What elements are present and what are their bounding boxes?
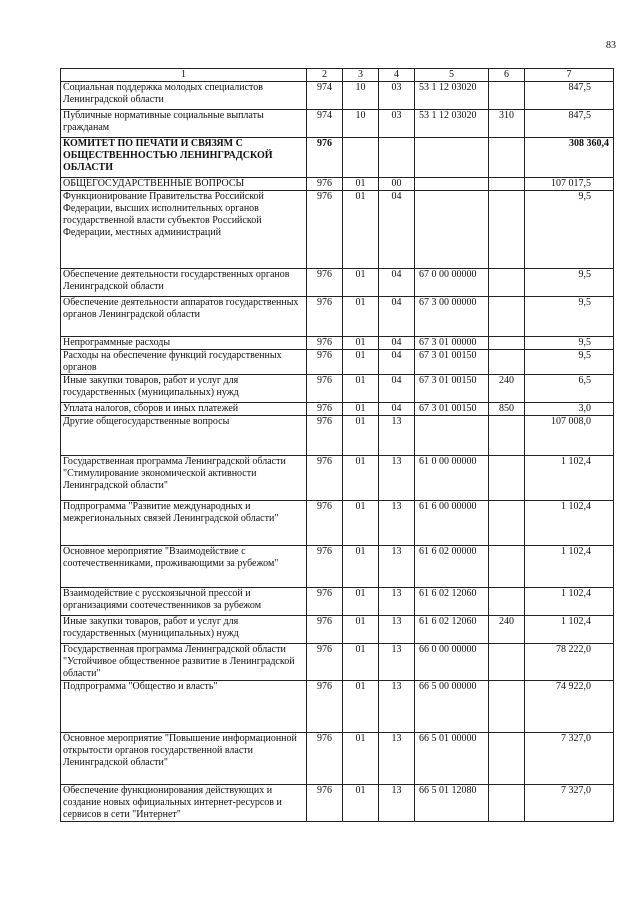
row-section-cell: 01 xyxy=(343,416,379,456)
row-type-cell xyxy=(489,337,525,350)
row-type-cell xyxy=(489,733,525,785)
row-target-cell: 67 3 00 00000 xyxy=(415,297,489,337)
row-target-cell: 61 6 00 00000 xyxy=(415,501,489,546)
table-row xyxy=(61,110,614,138)
row-target-cell: 66 5 01 12080 xyxy=(415,785,489,822)
column-header: 1 xyxy=(61,69,307,82)
table-row xyxy=(61,191,614,269)
row-section-cell: 10 xyxy=(343,82,379,110)
row-type-cell xyxy=(489,588,525,616)
row-section-cell: 01 xyxy=(343,733,379,785)
row-code-cell: 976 xyxy=(307,616,343,644)
table-row xyxy=(61,456,614,501)
row-subsection-cell: 13 xyxy=(379,546,415,588)
row-target-cell: 66 0 00 00000 xyxy=(415,644,489,681)
column-header: 6 xyxy=(489,69,525,82)
row-code-cell: 976 xyxy=(307,785,343,822)
row-section-cell: 10 xyxy=(343,110,379,138)
row-section-cell: 01 xyxy=(343,616,379,644)
table-row xyxy=(61,501,614,546)
table-row xyxy=(61,350,614,375)
row-subsection-cell: 04 xyxy=(379,403,415,416)
row-amount-cell: 6,5 xyxy=(525,375,614,403)
table-row xyxy=(61,644,614,681)
row-subsection-cell: 13 xyxy=(379,456,415,501)
row-target-cell xyxy=(415,178,489,191)
row-target-cell: 66 5 01 00000 xyxy=(415,733,489,785)
row-name-cell: Взаимодействие с русскоязычной прессой и организациями соотечественников за рубежом xyxy=(61,588,307,616)
table-row xyxy=(61,178,614,191)
row-subsection-cell: 04 xyxy=(379,350,415,375)
row-subsection-cell: 13 xyxy=(379,616,415,644)
row-name-cell: Государственная программа Ленинградской области "Стимулирование экономической активности Ленинградской области" xyxy=(61,456,307,501)
row-amount-cell: 847,5 xyxy=(525,82,614,110)
row-subsection-cell: 13 xyxy=(379,588,415,616)
row-section-cell: 01 xyxy=(343,337,379,350)
row-amount-cell: 1 102,4 xyxy=(525,456,614,501)
row-subsection-cell: 13 xyxy=(379,416,415,456)
row-target-cell: 67 3 01 00150 xyxy=(415,403,489,416)
row-code-cell: 976 xyxy=(307,191,343,269)
row-amount-cell: 1 102,4 xyxy=(525,588,614,616)
row-amount-cell: 7 327,0 xyxy=(525,733,614,785)
row-name-cell: Подпрограмма "Общество и власть" xyxy=(61,681,307,733)
row-name-cell: Подпрограмма "Развитие международных и межрегиональных связей Ленинградской области" xyxy=(61,501,307,546)
row-type-cell xyxy=(489,644,525,681)
row-type-cell: 240 xyxy=(489,375,525,403)
table-row xyxy=(61,403,614,416)
row-section-cell: 01 xyxy=(343,403,379,416)
row-section-cell: 01 xyxy=(343,681,379,733)
row-code-cell: 974 xyxy=(307,82,343,110)
row-section-cell: 01 xyxy=(343,644,379,681)
row-name-cell: Обеспечение деятельности государственных органов Ленинградской области xyxy=(61,269,307,297)
row-type-cell xyxy=(489,681,525,733)
row-subsection-cell: 03 xyxy=(379,82,415,110)
row-name-cell: Иные закупки товаров, работ и услуг для государственных (муниципальных) нужд xyxy=(61,375,307,403)
row-target-cell: 67 3 01 00000 xyxy=(415,337,489,350)
table-row xyxy=(61,82,614,110)
row-target-cell: 61 6 02 12060 xyxy=(415,616,489,644)
row-code-cell: 976 xyxy=(307,416,343,456)
row-type-cell: 850 xyxy=(489,403,525,416)
column-header: 3 xyxy=(343,69,379,82)
header-row xyxy=(61,69,614,82)
row-subsection-cell: 13 xyxy=(379,501,415,546)
row-name-cell: Публичные нормативные социальные выплаты гражданам xyxy=(61,110,307,138)
table-row xyxy=(61,681,614,733)
column-header: 2 xyxy=(307,69,343,82)
table-row xyxy=(61,416,614,456)
row-target-cell: 53 1 12 03020 xyxy=(415,110,489,138)
row-type-cell xyxy=(489,785,525,822)
row-name-cell: Социальная поддержка молодых специалистов Ленинградской области xyxy=(61,82,307,110)
row-target-cell xyxy=(415,191,489,269)
row-name-cell: Основное мероприятие "Взаимодействие с соотечественниками, проживающими за рубежом" xyxy=(61,546,307,588)
row-type-cell xyxy=(489,456,525,501)
table-row xyxy=(61,546,614,588)
row-subsection-cell: 13 xyxy=(379,644,415,681)
row-type-cell: 310 xyxy=(489,110,525,138)
table-body xyxy=(61,82,614,822)
row-name-cell: Обеспечение функционирования действующих и создание новых официальных интернет-ресурсов и сервисов в сети "Интернет" xyxy=(61,785,307,822)
row-name-cell: Основное мероприятие "Повышение информационной открытости органов государственной власти Ленинградской области" xyxy=(61,733,307,785)
row-subsection-cell: 04 xyxy=(379,375,415,403)
table-row xyxy=(61,616,614,644)
row-target-cell xyxy=(415,138,489,178)
row-code-cell: 976 xyxy=(307,644,343,681)
row-amount-cell: 78 222,0 xyxy=(525,644,614,681)
row-code-cell: 976 xyxy=(307,178,343,191)
table-row xyxy=(61,138,614,178)
row-amount-cell: 3,0 xyxy=(525,403,614,416)
row-code-cell: 974 xyxy=(307,110,343,138)
row-type-cell xyxy=(489,350,525,375)
row-type-cell xyxy=(489,546,525,588)
row-amount-cell: 107 017,5 xyxy=(525,178,614,191)
row-amount-cell: 1 102,4 xyxy=(525,501,614,546)
row-target-cell: 61 6 02 00000 xyxy=(415,546,489,588)
row-type-cell xyxy=(489,82,525,110)
row-amount-cell: 9,5 xyxy=(525,191,614,269)
row-target-cell: 67 3 01 00150 xyxy=(415,375,489,403)
budget-table xyxy=(60,68,614,822)
row-amount-cell: 9,5 xyxy=(525,337,614,350)
row-target-cell: 61 0 00 00000 xyxy=(415,456,489,501)
row-code-cell: 976 xyxy=(307,733,343,785)
row-amount-cell: 9,5 xyxy=(525,350,614,375)
row-target-cell xyxy=(415,416,489,456)
row-subsection-cell: 04 xyxy=(379,297,415,337)
row-target-cell: 67 0 00 00000 xyxy=(415,269,489,297)
row-amount-cell: 308 360,4 xyxy=(525,138,614,178)
row-subsection-cell: 13 xyxy=(379,733,415,785)
row-name-cell: Непрограммные расходы xyxy=(61,337,307,350)
table-row xyxy=(61,588,614,616)
row-target-cell: 66 5 00 00000 xyxy=(415,681,489,733)
table-row xyxy=(61,785,614,822)
row-type-cell xyxy=(489,416,525,456)
row-section-cell: 01 xyxy=(343,269,379,297)
row-type-cell: 240 xyxy=(489,616,525,644)
row-name-cell: Расходы на обеспечение функций государственных органов xyxy=(61,350,307,375)
row-amount-cell: 1 102,4 xyxy=(525,616,614,644)
row-type-cell xyxy=(489,178,525,191)
row-amount-cell: 7 327,0 xyxy=(525,785,614,822)
row-subsection-cell: 04 xyxy=(379,191,415,269)
row-code-cell: 976 xyxy=(307,269,343,297)
row-target-cell: 53 1 12 03020 xyxy=(415,82,489,110)
row-type-cell xyxy=(489,269,525,297)
row-code-cell: 976 xyxy=(307,297,343,337)
row-type-cell xyxy=(489,138,525,178)
row-code-cell: 976 xyxy=(307,350,343,375)
row-section-cell: 01 xyxy=(343,297,379,337)
row-section-cell: 01 xyxy=(343,501,379,546)
row-subsection-cell: 13 xyxy=(379,785,415,822)
column-header: 4 xyxy=(379,69,415,82)
row-amount-cell: 74 922,0 xyxy=(525,681,614,733)
row-code-cell: 976 xyxy=(307,375,343,403)
row-section-cell: 01 xyxy=(343,546,379,588)
row-name-cell: Обеспечение деятельности аппаратов государственных органов Ленинградской области xyxy=(61,297,307,337)
row-type-cell xyxy=(489,191,525,269)
row-name-cell: Другие общегосударственные вопросы xyxy=(61,416,307,456)
row-section-cell: 01 xyxy=(343,588,379,616)
row-code-cell: 976 xyxy=(307,456,343,501)
row-amount-cell: 9,5 xyxy=(525,297,614,337)
row-amount-cell: 1 102,4 xyxy=(525,546,614,588)
table-row xyxy=(61,297,614,337)
row-name-cell: Государственная программа Ленинградской области "Устойчивое общественное развитие в Ленинградской области" xyxy=(61,644,307,681)
row-type-cell xyxy=(489,501,525,546)
column-header: 7 xyxy=(525,69,614,82)
row-code-cell: 976 xyxy=(307,138,343,178)
row-subsection-cell: 13 xyxy=(379,681,415,733)
row-subsection-cell: 03 xyxy=(379,110,415,138)
row-code-cell: 976 xyxy=(307,681,343,733)
row-name-cell: ОБЩЕГОСУДАРСТВЕННЫЕ ВОПРОСЫ xyxy=(61,178,307,191)
row-section-cell: 01 xyxy=(343,785,379,822)
row-name-cell: КОМИТЕТ ПО ПЕЧАТИ И СВЯЗЯМ С ОБЩЕСТВЕННОСТЬЮ ЛЕНИНГРАДСКОЙ ОБЛАСТИ xyxy=(61,138,307,178)
row-section-cell: 01 xyxy=(343,178,379,191)
row-code-cell: 976 xyxy=(307,403,343,416)
row-section-cell: 01 xyxy=(343,191,379,269)
row-section-cell: 01 xyxy=(343,350,379,375)
row-code-cell: 976 xyxy=(307,546,343,588)
table-row xyxy=(61,375,614,403)
row-amount-cell: 847,5 xyxy=(525,110,614,138)
table-row xyxy=(61,733,614,785)
row-code-cell: 976 xyxy=(307,588,343,616)
row-type-cell xyxy=(489,297,525,337)
row-code-cell: 976 xyxy=(307,337,343,350)
row-subsection-cell: 00 xyxy=(379,178,415,191)
row-subsection-cell: 04 xyxy=(379,337,415,350)
row-section-cell: 01 xyxy=(343,375,379,403)
row-subsection-cell xyxy=(379,138,415,178)
row-target-cell: 67 3 01 00150 xyxy=(415,350,489,375)
row-section-cell: 01 xyxy=(343,456,379,501)
table-row xyxy=(61,269,614,297)
row-name-cell: Уплата налогов, сборов и иных платежей xyxy=(61,403,307,416)
row-amount-cell: 9,5 xyxy=(525,269,614,297)
row-amount-cell: 107 008,0 xyxy=(525,416,614,456)
row-name-cell: Функционирование Правительства Российской Федерации, высших исполнительных органов государственной власти субъектов Российской Федерации, местных администраций xyxy=(61,191,307,269)
row-code-cell: 976 xyxy=(307,501,343,546)
table-row xyxy=(61,337,614,350)
column-header: 5 xyxy=(415,69,489,82)
row-section-cell xyxy=(343,138,379,178)
row-name-cell: Иные закупки товаров, работ и услуг для государственных (муниципальных) нужд xyxy=(61,616,307,644)
page-number: 83 xyxy=(606,40,616,51)
row-subsection-cell: 04 xyxy=(379,269,415,297)
row-target-cell: 61 6 02 12060 xyxy=(415,588,489,616)
